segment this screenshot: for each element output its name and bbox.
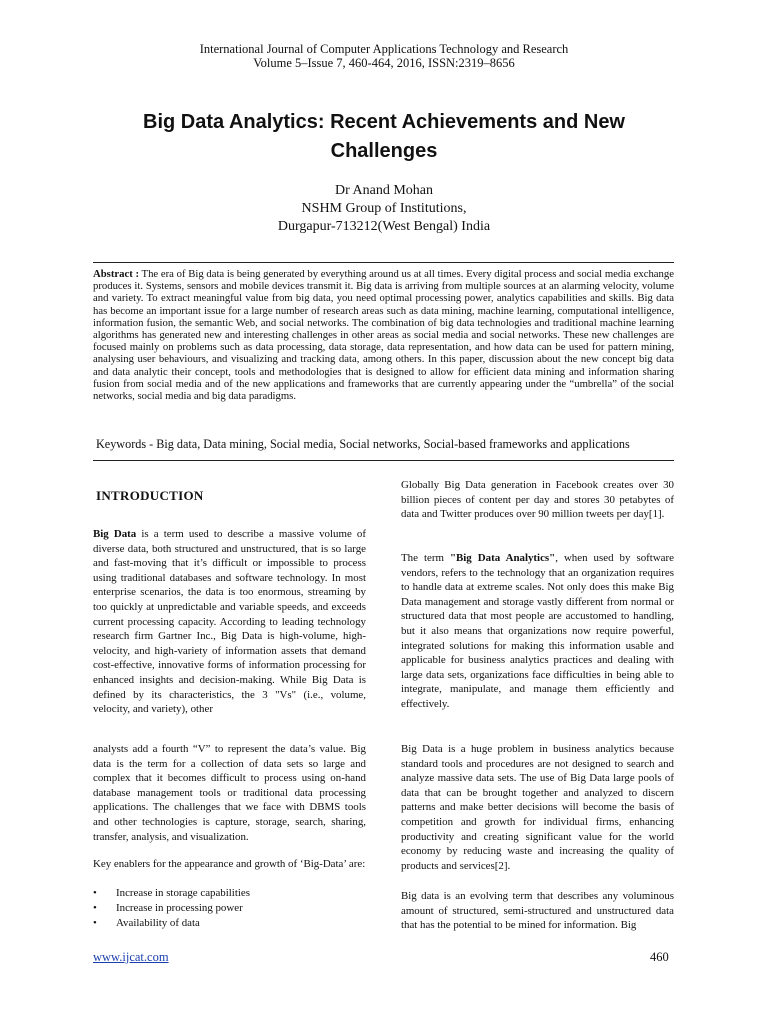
- abstract-top-rule: [93, 262, 674, 263]
- journal-website-link[interactable]: www.ijcat.com: [93, 950, 169, 964]
- abstract-label: Abstract :: [93, 268, 140, 280]
- paper-title: Big Data Analytics: Recent Achievements and New Challenges: [143, 111, 625, 162]
- abstract-text: The era of Big data is being generated by everything around us at all times. Every digital process and social media exchange produces it. Systems, sensors and mobile devices transmit it. Big data is arriving from multiple sources at an alarming velocity, volume and variety. To extract meaningful value from big data, you need optimal processing power, analytics capabilities and skills. Big data has become an important issue for a large number of research areas such as data mining, machine learning, computational intelligence, information fusion, the semantic Web, and social networks. The combination of big data technologies and traditional machine learning algorithms has generated new and interesting challenges in other areas as social media and social networks. These new challenges are focused mainly on problems such as data processing, data storage, data representation, and how data can be used for pattern mining, analysing user behaviours, and visualizing and tracking data, among others. In this paper, discussion about the new concept big data and data analytic their concept, tools and methodologies that is designed to allow for efficient data mining and information sharing fusion from social media and of the new applications and frameworks that are currently appearing under the “umbrella” of the social networks, social media and big data paradigms.: [93, 268, 674, 403]
- right-paragraph-3: [401, 742, 674, 873]
- list-item-text: Availability of data: [116, 917, 200, 929]
- keywords-bottom-rule: [93, 460, 674, 461]
- right-paragraph-2-prefix: The term: [401, 552, 450, 564]
- enablers-intro: [93, 857, 366, 872]
- right-paragraph-2-text: , when used by software vendors, refers to the technology that an organization requires to handle data at extreme scales. Not only does this make Big Data management and storage vastly different from normal or structured data that most people are accustomed to handling, but it also means that organizations now require powerful, integrated solutions for making this information usable and applicable for business analytics practices and dealing with large data sets, organizations face difficulties in being able to integrate, manipulate, and manage them efficiently and effectively.: [401, 552, 674, 710]
- section-heading-introduction: INTRODUCTION: [96, 488, 204, 503]
- journal-name: International Journal of Computer Applications Technology and Research: [199, 42, 569, 56]
- right-paragraph-1: [401, 478, 674, 522]
- page-number: 460: [650, 950, 669, 964]
- list-item-text: Increase in processing power: [116, 902, 243, 914]
- intro-paragraph-2-text: analysts add a fourth “V” to represent the data’s value. Big data is the term for a collection of data sets so large and complex that it becomes difficult to process using on-hand database management tools or traditional data processing applications. The challenges that we face with DBMS tools and other technologies is capture, storage, search, sharing, transfer, analysis, and visualization.: [93, 743, 366, 843]
- bullet-icon: •: [93, 887, 97, 899]
- intro-paragraph-1-text: is a term used to describe a massive volume of diverse data, both structured and unstructured, that is so large and fast-moving that it’s difficult or impossible to process using traditional databases and software technology. In most enterprise scenarios, the data is too enormous, streaming by too quickly at unpredictable and variable speeds, and exceeds current processing capacity. According to leading technology research firm Gartner Inc., Big Data is high-volume, high-velocity, and high-variety of information assets that demand cost-effective, innovative forms of information processing for enhanced insights and decision-making. While Big Data is defined by its characteristics, the 3 "Vs" (i.e., volume, velocity, and variety), other: [93, 528, 366, 716]
- right-paragraph-1-text: Globally Big Data generation in Facebook creates over 30 billion pieces of content per day and stores 30 petabytes of data and Twitter produces over 90 million tweets per day[1].: [401, 479, 674, 521]
- author-address: Durgapur-713212(West Bengal) India: [277, 219, 491, 234]
- intro-paragraph-2: [93, 742, 366, 844]
- volume-info: Volume 5–Issue 7, 460-464, 2016, ISSN:2319–8656: [253, 56, 515, 70]
- enablers-intro-text: Key enablers for the appearance and growth of ‘Big-Data’ are:: [93, 858, 366, 870]
- big-data-term: Big Data: [93, 528, 137, 540]
- right-paragraph-3-text: Big Data is a huge problem in business analytics because standard tools and procedures are not designed to search and analyze massive data sets. The use of Big Data large pools of data that can be brought together and analyzed to discern patterns and make better decisions will become the basis of competition and growth for individual firms, enhancing productivity and creating significant value for the world economy by reducing waste and increasing the quality of products and services[2].: [401, 743, 674, 872]
- right-paragraph-4: [401, 889, 674, 933]
- big-data-analytics-term: "Big Data Analytics": [449, 552, 556, 564]
- right-paragraph-2: [401, 551, 674, 712]
- bullet-icon: •: [93, 902, 97, 914]
- list-item-text: Increase in storage capabilities: [116, 887, 250, 899]
- author-institution: NSHM Group of Institutions,: [301, 201, 467, 216]
- keywords: Keywords - Big data, Data mining, Social media, Social networks, Social-based frameworks and applications: [96, 437, 630, 451]
- bullet-icon: •: [93, 917, 97, 929]
- right-paragraph-4-text: Big data is an evolving term that describes any voluminous amount of structured, semi-structured and unstructured data that has the potential to be mined for information. Big: [401, 890, 674, 932]
- abstract: [93, 268, 674, 402]
- intro-paragraph-1: [93, 527, 366, 717]
- author-name: Dr Anand Mohan: [335, 183, 433, 198]
